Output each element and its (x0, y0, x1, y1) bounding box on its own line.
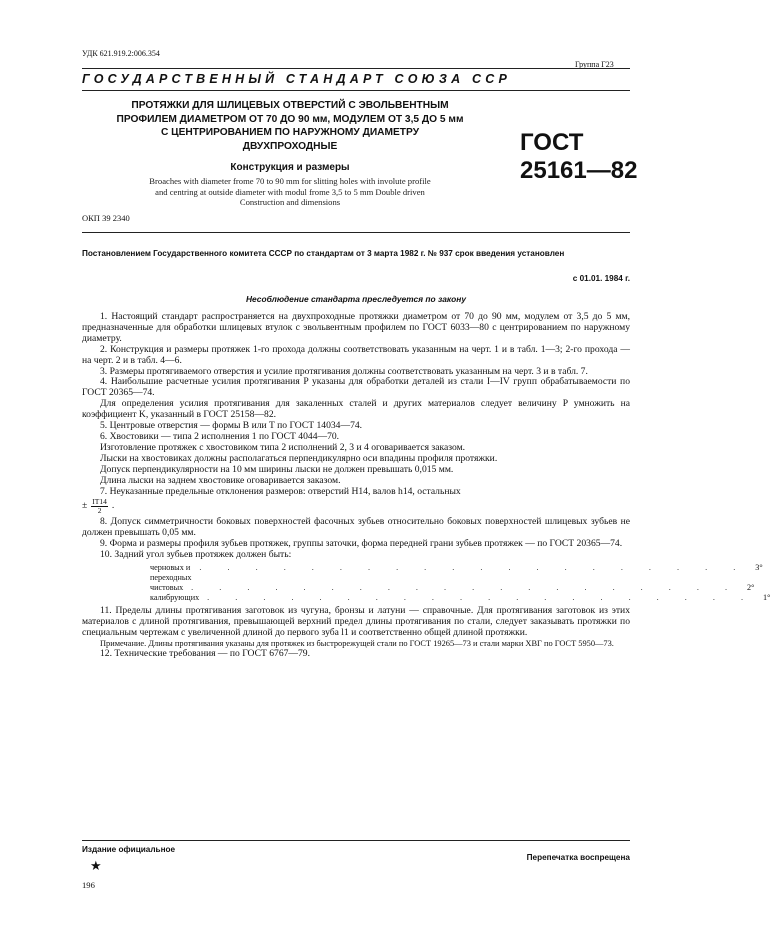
fraction-numerator: IT14 (92, 497, 107, 507)
formula-period: . (111, 500, 115, 512)
document-title (90, 99, 490, 153)
state-standard-banner: ГОСУДАРСТВЕННЫЙ СТАНДАРТ СОЮЗА ССР (82, 72, 512, 86)
angle-label: калибрующих (150, 593, 200, 603)
leader-dots: . . . . . . . . . . . . . . . . . . . . (191, 583, 739, 593)
group-code: Группа Г23 (575, 60, 614, 69)
clause-1: 1. Настоящий стандарт распространяется на двухпроходные протяжки диаметром от 70 до 90 мм, модулем от 3,5 до 5 мм, предназначенные для обработки шлицевых втулок с эвольвентным профилем по ГОСТ 6033—80 с центрированием по наружному диаметру. (82, 311, 630, 344)
english-title (90, 176, 490, 208)
banner-rule (82, 90, 630, 91)
angle-row (150, 583, 755, 593)
page-number: 196 (82, 880, 95, 890)
title-line: ПРОФИЛЕМ ДИАМЕТРОМ ОТ 70 ДО 90 мм, МОДУЛЕМ ОТ 3,5 ДО 5 мм (116, 113, 464, 125)
title-line: ДВУХПРОХОДНЫЕ (242, 140, 338, 152)
leader-dots: . . . . . . . . . . . . . . . . . . . . (199, 563, 748, 573)
clause-11: 11. Пределы длины протягивания заготовок из чугуна, бронзы и латуни — справочные. Для протягивания заготовок из этих материалов с длиной протягивания, превышающей верхний предел длины протягивания по стали, следует заказывать протяжки по специальным чертежам с увеличенной длиной до первого зуба l1 и соответственно общей длиной протяжки. (82, 605, 630, 638)
note-text: Примечание. Длины протягивания указаны для протяжек из быстрорежущей стали по ГОСТ 19265—73 и стали марки ХВГ по ГОСТ 5950—73. (100, 638, 614, 648)
tolerance-formula (82, 498, 630, 515)
header-rule (82, 232, 630, 233)
english-title-line: Construction and dimensions (239, 197, 341, 207)
clause-4-continued: Для определения усилия протягивания для закаленных сталей и других материалов следует величину P умножить на коэффициент K, указанный в ГОСТ 25158—82. (82, 398, 630, 421)
angle-row (150, 593, 770, 603)
clause-6-length: Длина лыски на заднем хвостовике оговаривается заказом. (100, 474, 341, 486)
clause-12: 12. Технические требования — по ГОСТ 6767—79. (100, 647, 311, 659)
plus-minus-sign: ± (82, 500, 88, 512)
okp-code: ОКП 39 2340 (82, 213, 130, 223)
english-title-line: Broaches with diameter frome 70 to 90 mm for slitting holes with involute profile (149, 176, 431, 186)
document-subtitle: Конструкция и размеры (230, 162, 350, 173)
title-line: С ЦЕНТРИРОВАНИЕМ ПО НАРУЖНОМУ ДИАМЕТРУ (160, 127, 420, 138)
clause-10: 10. Задний угол зубьев протяжек должен быть: (100, 549, 292, 561)
clause-9: 9. Форма и размеры профиля зубьев протяжек, группы заточки, форма передней грани зубьев протяжек — по ГОСТ 20365—74. (100, 538, 623, 550)
angle-value: 3° (755, 563, 763, 573)
clause-6-tolerance: Допуск перпендикулярности на 10 мм ширины лыски не должен превышать 0,015 мм. (100, 463, 454, 475)
clause-6: 6. Хвостовики — типа 2 исполнения 1 по ГОСТ 4044—70. (100, 430, 340, 442)
document-body (82, 311, 770, 660)
clause-3: 3. Размеры протягиваемого отверстия и усилие протягивания должны соответствовать указанным на черт. 3 и в табл. 7. (100, 365, 588, 377)
title-line: ПРОТЯЖКИ ДЛЯ ШЛИЦЕВЫХ ОТВЕРСТИЙ С ЭВОЛЬВЕНТНЫМ (131, 100, 449, 111)
angle-value: 2° (747, 583, 755, 593)
angle-row (150, 563, 763, 583)
angle-value: 1° (763, 593, 770, 603)
leader-dots: . . . . . . . . . . . . . . . . . . . . (207, 593, 755, 603)
footer-rule (82, 840, 630, 841)
gost-number: 25161—82 (520, 157, 638, 184)
angle-label: чистовых (150, 583, 184, 593)
reprint-prohibited-label: Перепечатка воспрещена (526, 853, 630, 862)
clause-8: 8. Допуск симметричности боковых поверхностей фасочных зубьев относительно боковых поверхностей шлицевых зубьев не должен превышать 0,05 мм. (82, 516, 630, 539)
clause-7: 7. Неуказанные предельные отклонения размеров: отверстий H14, валов h14, остальных (100, 485, 461, 497)
clause-6-order: Изготовление протяжек с хвостовиком типа 2 исполнений 2, 3 и 4 оговаривается заказом. (100, 441, 466, 453)
clause-6-flats: Лыски на хвостовиках должны располагаться перпендикулярно оси впадины профиля протяжки. (100, 452, 498, 464)
effective-date: с 01.01. 1984 г. (572, 274, 630, 283)
clause-5: 5. Центровые отверстия — формы B или T по ГОСТ 14034—74. (100, 420, 363, 432)
gost-label: ГОСТ (520, 129, 584, 156)
clause-4: 4. Наибольшие расчетные усилия протягивания P указаны для обработки деталей из стали I—IV групп обрабатываемости по ГОСТ 20365—74. (82, 376, 630, 399)
star-icon: ★ (90, 858, 102, 873)
clearance-angle-list (150, 563, 770, 603)
english-title-line: and centring at outside diameter with modul frome 3,5 to 5 mm Double driven (155, 186, 425, 197)
resolution-text: Постановлением Государственного комитета СССР по стандартам от 3 марта 1982 г. № 937 срок введения установлен (82, 249, 565, 258)
legal-warning: Несоблюдение стандарта преследуется по закону (245, 294, 466, 304)
official-edition-label: Издание официальное (82, 845, 176, 854)
angle-label: черновых и переходных (150, 563, 192, 583)
tolerance-fraction (91, 498, 108, 515)
clause-2: 2. Конструкция и размеры протяжек 1-го прохода должны соответствовать указанным на черт. 1 и в табл. 1—3; 2-го прохода — на черт. 2 и в табл. 4—6. (82, 343, 630, 366)
top-rule (82, 68, 630, 69)
fraction-denominator: 2 (97, 506, 102, 516)
udc-code: УДК 621.919.2:006.354 (82, 49, 160, 58)
